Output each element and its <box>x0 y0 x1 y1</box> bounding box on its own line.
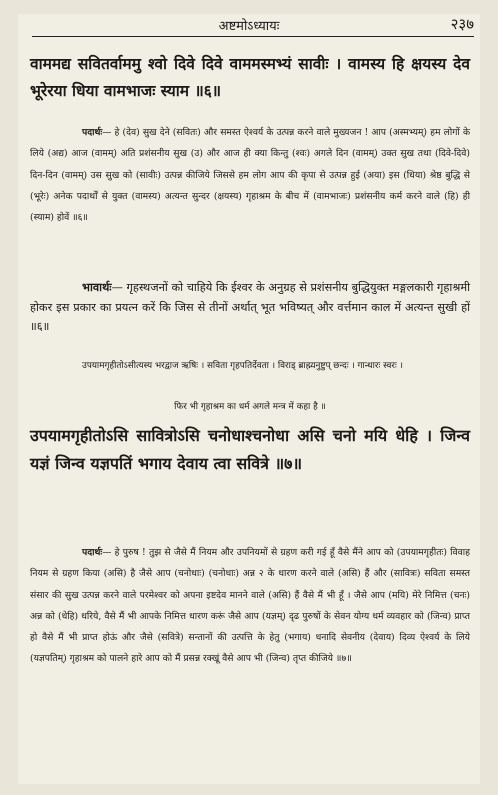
bhavartha-6-text: — गृहस्थजनों को चाहिये कि ईश्वर के अनुग्रह से प्रशंसनीय बुद्धियुक्त मङ्गलकारी गृहाश्रमी होकर इस प्रकार का प्रयत्न करें कि जिस से तीनों अर्थात् भूत भविष्यत् और वर्त्तमान काल में अत्यन्त सुखी हों ॥६॥ <box>30 281 470 334</box>
rishi-devata-line: उपयामगृहीतोऽसीत्यस्य भरद्वाज ऋषिः । सविता गृहपतिर्देवता । विराड् ब्राह्म्यनुष्टुप् छन्दः । गान्धारः स्वरः । <box>82 361 403 371</box>
mantra-7-intro: फिर भी गृहाश्रम का धर्म अगले मन्त्र में कहा है ॥ <box>174 402 326 412</box>
padartha-6-text: — हे (देव) सुख देने (सवितः) और समस्त ऐश्वर्य के उत्पन्न करने वाले मुख्यजन ! आप (अस्मभ्यम्) हम लोगों के लिये (अद्य) आज (वामम्) अति प्रशंसनीय सुख (उ) और आज ही क्या किन्तु (श्वः) अगले दिन (वामम्) उक्त सुख तथा (दिवे-दिवे) दिन-दिन (वामम्) उस सुख को (सावीः) उत्पन्न कीजिये जिससे हम लोग आप की कृपा से उत्पन्न हुई (अया) इस (धिया) श्रेष्ठ बुद्धि से (भूरेः) अनेक पदार्थों से युक्त (वामस्य) अत्यन्त सुन्दर (क्षयस्य) गृहाश्रम के बीच में (वामभाजः) प्रशंसनीय कर्म करने वाले (हि) ही (स्याम) होवें ॥६॥ <box>30 127 470 224</box>
padartha-7-text: — हे पुरुष ! तुझ से जैसे मैं नियम और उपनियमों से ग्रहण करी गई हूँ वैसे मैंने आप को (उपयामगृहीतः) विवाह नियम से ग्रहण किया (असि) है जैसे आप (चनोधाः) (चनोधाः) अन्न २ के धारण करने वाले (असि) हैं और (सावित्रः) सविता समस्त संसार की सुख उत्पन्न करने वाले परमेश्वर को अपना इष्टदेव मानने वाले (असि) हैं वैसे मैं भी हूँ । जैसे आप (मयि) मेरे निमित्त (चनः) अन्न को (धेहि) धरिये, वैसे मैं भी आपके निमित्त धारण करूं जैसे आप (यज्ञम्) दृढ पुरुषों के सेवन योग्य धर्म व्यवहार को (जिन्व) प्राप्त हो वैसे मैं भी प्राप्त होऊं और जैसे (सवित्रे) सन्तानों की उत्पत्ति के हेतु (भगाय) धनादि सेवनीय (देवाय) दिव्य ऐश्वर्य के लिये (यज्ञपतिम्) गृहाश्रम को पालने हारे आप को मैं प्रसन्न रक्खूं वैसे आप भी (जिन्व) तृप्त कीजिये ॥७॥ <box>30 547 470 665</box>
bhavartha-6-label: भावार्थः <box>82 280 112 294</box>
padartha-7-label: पदार्थः <box>82 547 103 558</box>
bhavartha-6 <box>30 278 470 337</box>
mantra-6: वाममद्य सवितर्वाममु श्वो दिवे दिवे वाममस्मभ्यं सावीः । वामस्य हि क्षयस्य देव भूरेरया धिया वामभाजः स्याम ॥६॥ <box>30 54 470 100</box>
padartha-6-label: पदार्थः <box>82 127 103 138</box>
book-page <box>18 14 480 784</box>
mantra-7: उपयामगृहीतोऽसि सावित्रोऽसि चनोधाश्चनोधा असि चनो मयि धेहि । जिन्व यज्ञं जिन्व यज्ञपतिं भगाय देवाय त्वा सवित्रे ॥७॥ <box>30 426 470 473</box>
page-number: २३७ <box>450 15 474 33</box>
padartha-7 <box>30 542 470 670</box>
chapter-title: अष्टमोऽध्यायः <box>218 19 280 34</box>
padartha-6 <box>30 122 470 228</box>
header-rule <box>32 36 474 37</box>
page-header <box>18 14 480 34</box>
